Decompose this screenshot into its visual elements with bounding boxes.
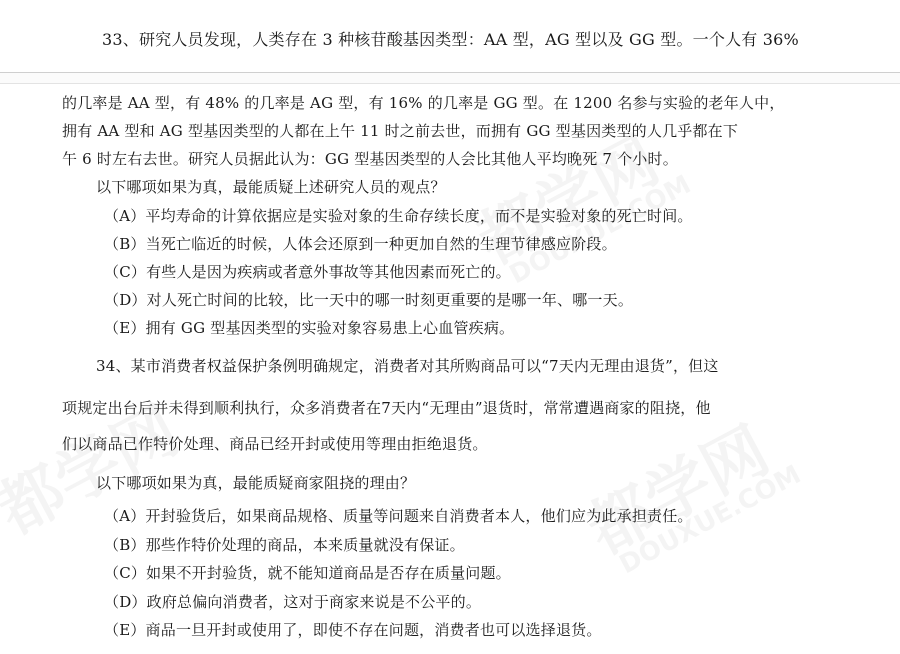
q34-option-c: （C）如果不开封验货，就不能知道商品是否存在质量问题。: [104, 564, 511, 582]
q33-stem-line-1: 33、研究人员发现，人类存在 3 种核苷酸基因类型：AA 型，AG 型以及 GG 型。一个人有 36%: [102, 30, 799, 49]
q34-question: 以下哪项如果为真，最能质疑商家阻挠的理由？: [96, 474, 416, 492]
q33-stem-line-3: 拥有 AA 型和 AG 型基因类型的人都在上午 11 时之前去世，而拥有 GG 型基因类型的人几乎都在下: [62, 122, 739, 140]
q34-option-a: （A）开封验货后，如果商品规格、质量等问题来自消费者本人，他们应为此承担责任。: [104, 507, 693, 525]
q33-question: 以下哪项如果为真，最能质疑上述研究人员的观点？: [96, 178, 446, 196]
q33-option-d: （D）对人死亡时间的比较，比一天中的哪一时刻更重要的是哪一年、哪一天。: [104, 291, 634, 309]
q34-stem-line-1: 34、某市消费者权益保护条例明确规定，消费者对其所购商品可以“7天内无理由退货”，但这: [96, 357, 719, 375]
q34-option-e: （E）商品一旦开封或使用了，即使不存在问题，消费者也可以选择退货。: [104, 621, 602, 639]
q33-stem-line-2: 的几率是 AA 型，有 48% 的几率是 AG 型，有 16% 的几率是 GG 型。在 1200 名参与实验的老年人中，: [62, 94, 785, 112]
q33-option-b: （B）当死亡临近的时候，人体会还原到一种更加自然的生理节律感应阶段。: [104, 235, 617, 253]
q33-option-c: （C）有些人是因为疾病或者意外事故等其他因素而死亡的。: [104, 263, 511, 281]
q33-stem-line-4: 午 6 时左右去世。研究人员据此认为：GG 型基因类型的人会比其他人平均晚死 7 个小时。: [62, 150, 678, 168]
q34-option-d: （D）政府总偏向消费者，这对于商家来说是不公平的。: [104, 593, 482, 611]
q34-stem-line-2: 项规定出台后并未得到顺利执行，众多消费者在7天内“无理由”退货时，常常遭遇商家的阻挠，他: [62, 399, 711, 417]
watermark-brand: [570, 400, 783, 571]
q33-option-e: （E）拥有 GG 型基因类型的实验对象容易患上心血管疾病。: [104, 319, 515, 337]
q34-option-b: （B）那些作特价处理的商品，本来质量就没有保证。: [104, 536, 465, 554]
page-break: [0, 72, 900, 84]
q33-option-a: （A）平均寿命的计算依据应是实验对象的生命存续长度，而不是实验对象的死亡时间。: [104, 207, 693, 225]
q34-stem-line-3: 们以商品已作特价处理、商品已经开封或使用等理由拒绝退货。: [62, 435, 488, 453]
watermark-domain: [505, 170, 696, 291]
